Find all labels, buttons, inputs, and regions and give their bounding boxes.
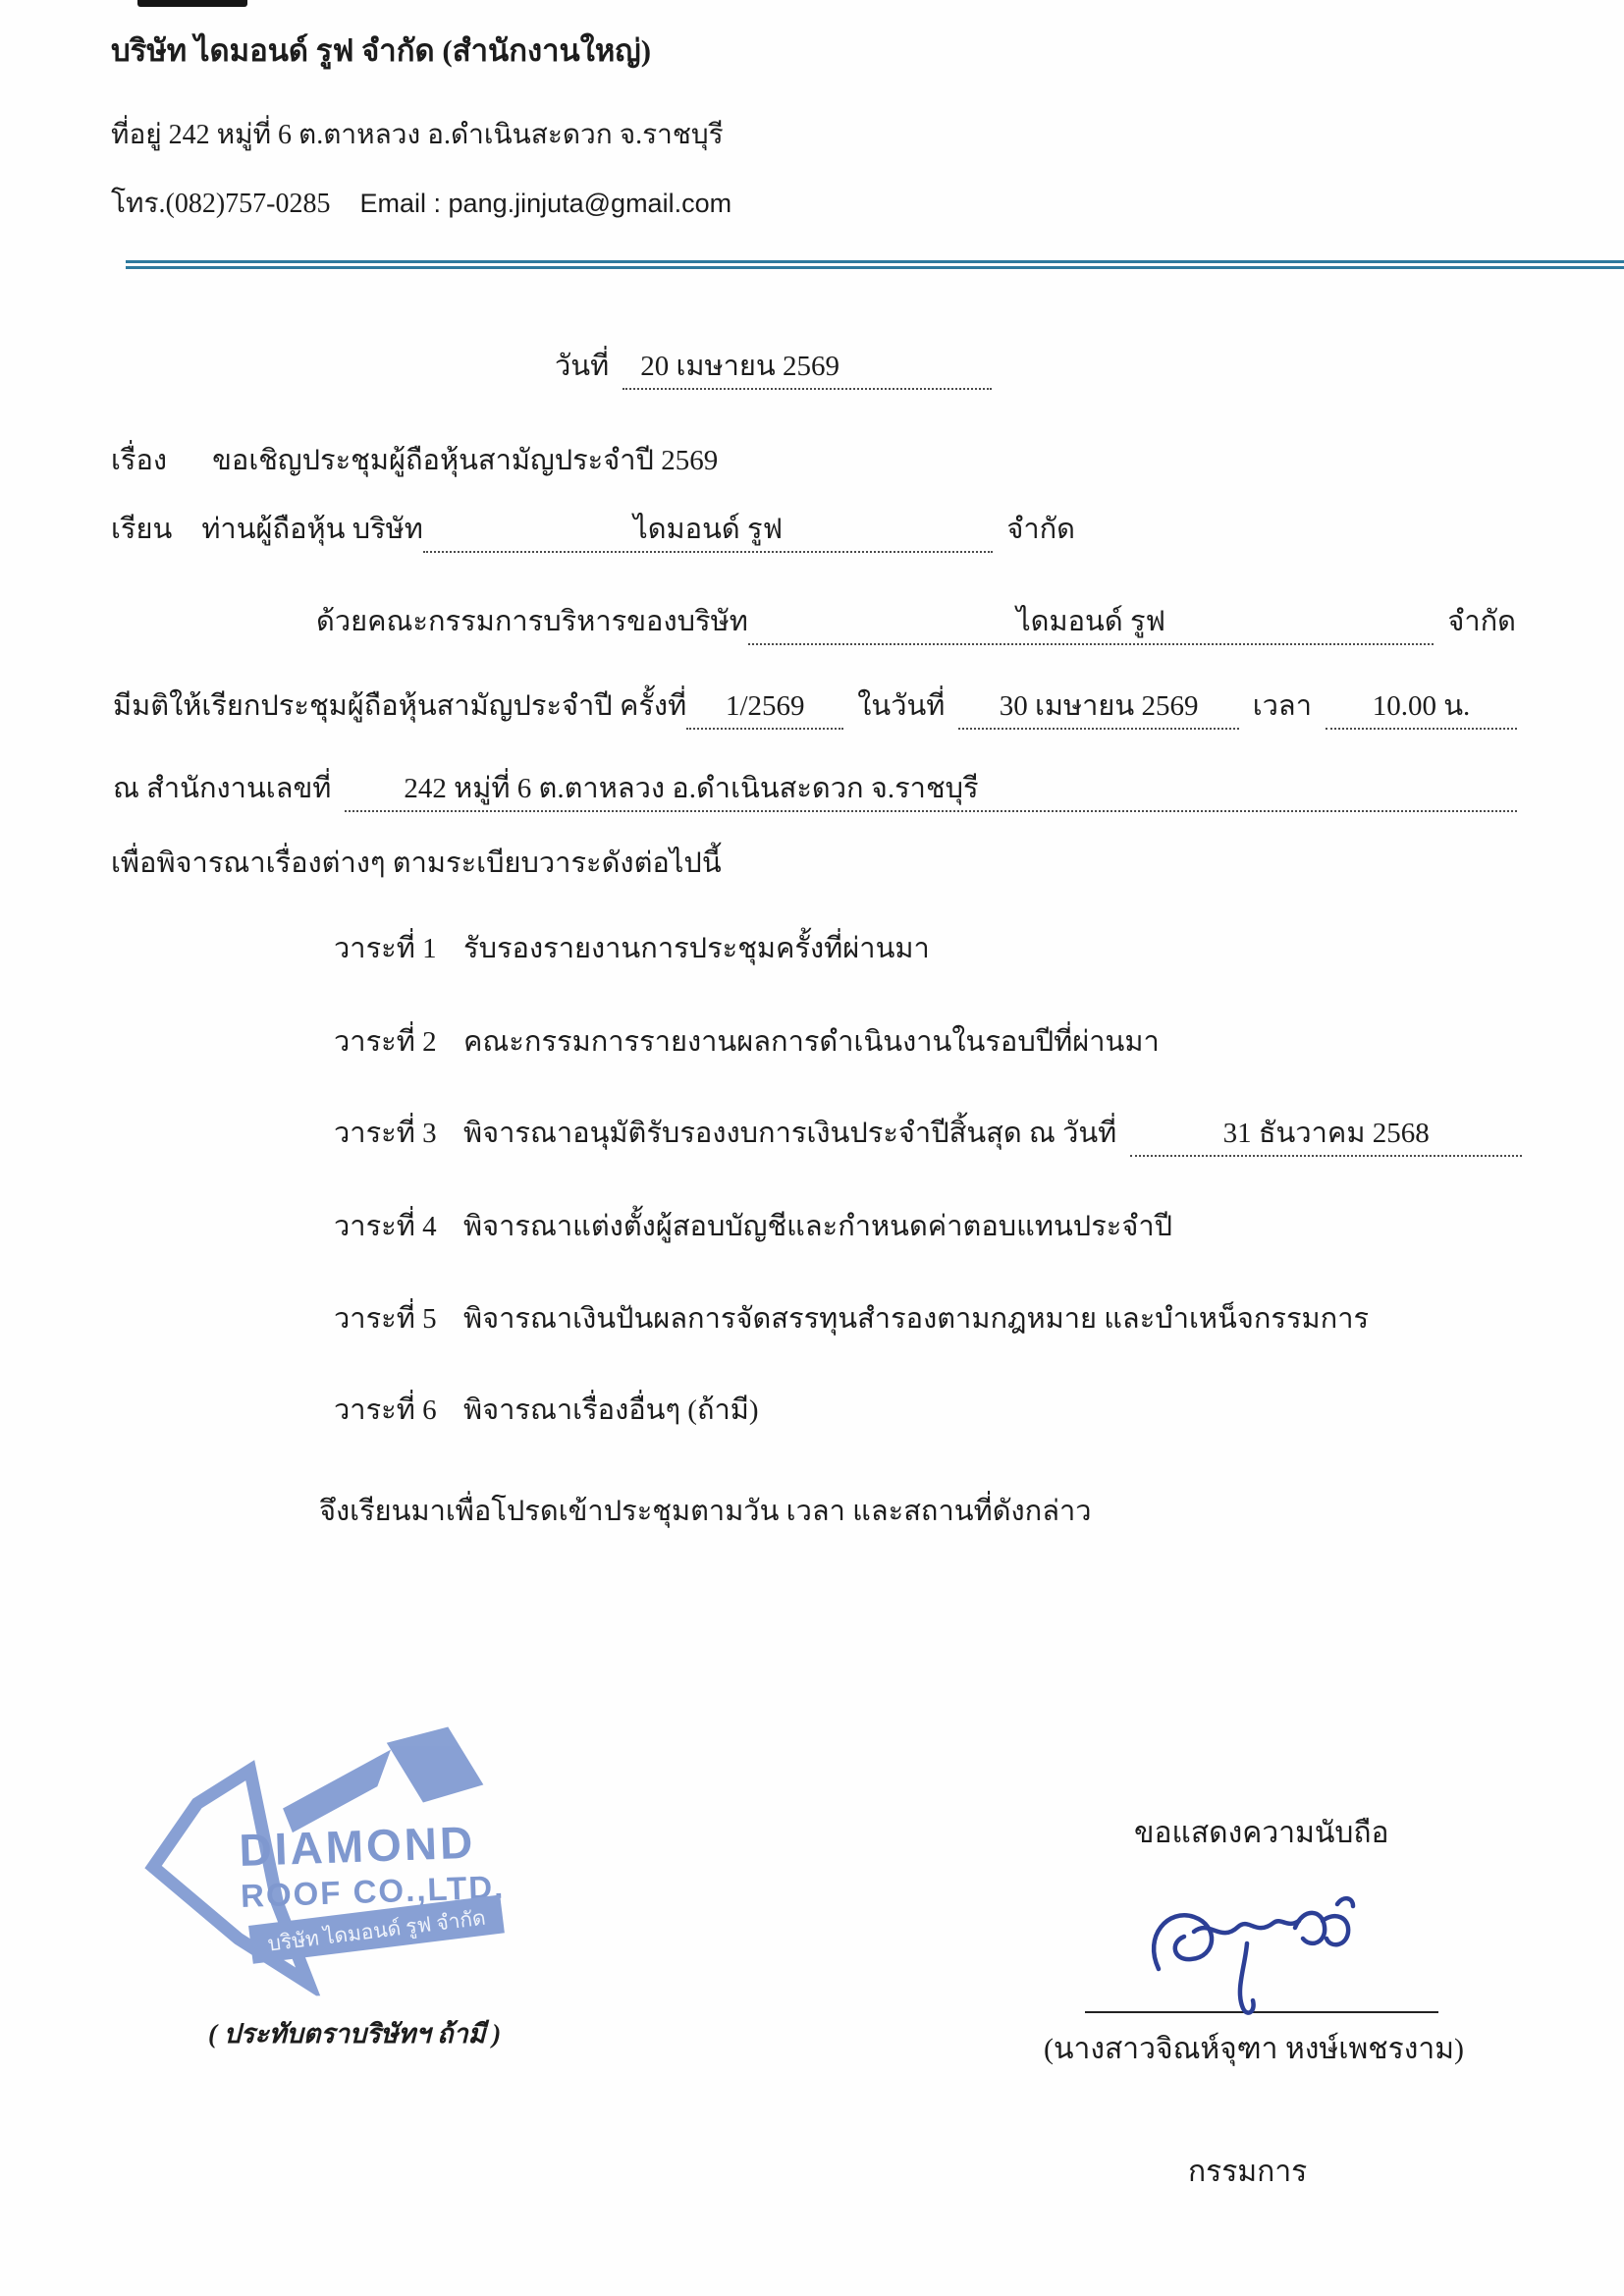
agenda-no: วาระที่ 6: [334, 1394, 437, 1426]
company-email: Email : pang.jinjuta@gmail.com: [359, 189, 732, 218]
meeting-no: 1/2569: [725, 690, 805, 722]
date-value: 20 เมษายน 2569: [640, 351, 839, 382]
signer-name: (นางสาวจิณห์จุฑา หงษ์เพชรงาม): [1044, 2033, 1464, 2065]
body-line-2: [113, 685, 1517, 730]
salutation-label: เรียน: [111, 514, 173, 545]
agenda-row: [334, 928, 930, 969]
fiscal-date: 31 ธันวาคม 2568: [1222, 1118, 1430, 1149]
agenda-row: [334, 1298, 1369, 1339]
meeting-date: 30 เมษายน 2569: [999, 690, 1199, 722]
subject-text: ขอเชิญประชุมผู้ถือหุ้นสามัญประจำปี 2569: [212, 445, 719, 476]
salutation-suffix: จำกัด: [1006, 514, 1075, 545]
contact-line: [111, 185, 731, 225]
subject-label: เรื่อง: [111, 445, 168, 476]
date-value-field: [623, 346, 992, 390]
stamp-banner: บริษัท ไดมอนด์ รูฟ จำกัด: [266, 1905, 487, 1956]
company-stamp: [133, 1722, 516, 2001]
body-line1-prefix: ด้วยคณะกรรมการบริหารของบริษัท: [316, 606, 748, 637]
body-line2-prefix: มีมติให้เรียกประชุมผู้ถือหุ้นสามัญประจำปี ครั้งที่: [113, 690, 687, 722]
agenda-no: วาระที่ 5: [334, 1303, 437, 1335]
date-label: วันที่: [555, 351, 610, 382]
salutation-prefix: ท่านผู้ถือหุ้น บริษัท: [201, 514, 423, 545]
body-line-4: เพื่อพิจารณาเรื่องต่างๆ ตามระเบียบวาระดังต่อไปนี้: [111, 847, 722, 879]
body-line-3: [113, 768, 1517, 812]
closing-line: จึงเรียนมาเพื่อโปรดเข้าประชุมตามวัน เวลา และสถานที่ดังกล่าว: [319, 1496, 1092, 1527]
office-address-label: ณ สำนักงานเลขที่: [113, 773, 332, 804]
company-fill-value: ไดมอนด์ รูฟ: [1016, 606, 1166, 637]
body-line1-suffix: จำกัด: [1447, 606, 1516, 637]
meeting-time: 10.00 น.: [1372, 690, 1471, 722]
agenda-text: พิจารณาเรื่องอื่นๆ (ถ้ามี): [463, 1394, 759, 1426]
salutation-line: [111, 509, 1075, 553]
header-divider: [126, 260, 1624, 269]
agenda-row: [334, 1206, 1172, 1247]
agenda-no: วาระที่ 2: [334, 1026, 437, 1058]
company-name: บริษัท ไดมอนด์ รูฟ จำกัด (สำนักงานใหญ่): [111, 33, 652, 68]
company-fill-field: [748, 601, 1435, 645]
salutation-company: ไดมอนด์ รูฟ: [633, 514, 784, 545]
agenda-text: พิจารณาอนุมัติรับรองงบการเงินประจำปีสิ้นสุด ณ วันที่: [463, 1118, 1117, 1149]
date-line: [555, 346, 992, 390]
stamp-line2: ROOF CO.,LTD.: [240, 1868, 506, 1915]
handwritten-signature-icon: [1129, 1890, 1424, 2033]
agenda-text: คณะกรรมการรายงานผลการดำเนินงานในรอบปีที่ผ่านมา: [463, 1026, 1160, 1058]
agenda-text: พิจารณาเงินปันผลการจัดสรรทุนสำรองตามกฎหมาย และบำเหน็จกรรมการ: [463, 1303, 1370, 1335]
meeting-time-label: เวลา: [1252, 690, 1312, 722]
signer-title: กรรมการ: [1188, 2156, 1308, 2188]
agenda-row: [334, 1390, 759, 1431]
agenda-no: วาระที่ 4: [334, 1211, 437, 1242]
stamp-line1: DIAMOND: [238, 1816, 477, 1877]
subject-line: [111, 440, 718, 481]
fiscal-date-field: [1130, 1113, 1522, 1157]
office-address: 242 หมู่ที่ 6 ต.ตาหลวง อ.ดำเนินสะดวก จ.ราชบุรี: [404, 773, 979, 804]
agenda-no: วาระที่ 1: [334, 933, 437, 964]
meeting-date-label: ในวันที่: [857, 690, 946, 722]
scan-artifact: [137, 0, 247, 7]
agenda-text: พิจารณาแต่งตั้งผู้สอบบัญชีและกำหนดค่าตอบแทนประจำปี: [463, 1211, 1173, 1242]
office-address-field: [345, 768, 1517, 812]
respect-line: ขอแสดงความนับถือ: [1134, 1817, 1389, 1849]
meeting-date-field: [958, 685, 1238, 730]
stamp-caption: ( ประทับตราบริษัทฯ ถ้ามี ): [208, 2019, 502, 2049]
meeting-time-field: [1326, 685, 1517, 730]
agenda-text: รับรองรายงานการประชุมครั้งที่ผ่านมา: [463, 933, 930, 964]
agenda-row: [334, 1113, 1522, 1157]
signature: [1129, 1890, 1424, 2033]
diamond-roof-stamp-icon: [133, 1722, 516, 2001]
company-address: ที่อยู่ 242 หมู่ที่ 6 ต.ตาหลวง อ.ดำเนินสะดวก จ.ราชบุรี: [111, 120, 724, 150]
company-phone: โทร.(082)757-0285: [111, 189, 331, 219]
meeting-no-field: [686, 685, 843, 730]
salutation-company-field: [423, 509, 993, 553]
agenda-row: [334, 1021, 1160, 1063]
agenda-no: วาระที่ 3: [334, 1118, 437, 1149]
body-line-1: [316, 601, 1516, 645]
